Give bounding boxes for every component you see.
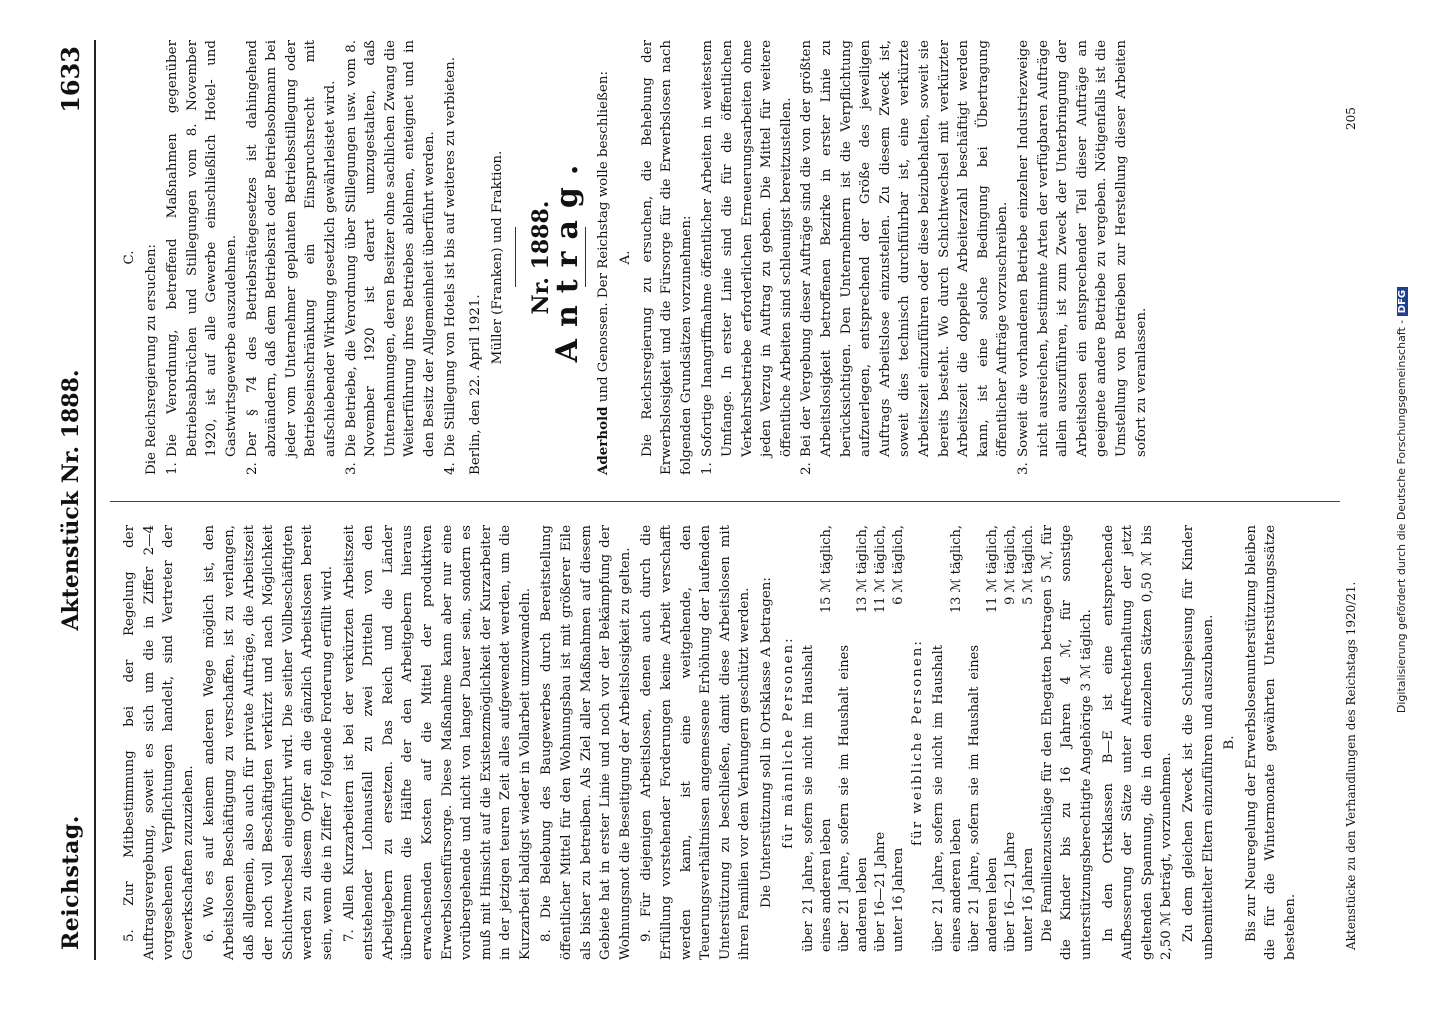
item-text: Die Stillegung von Hotels ist bis auf weiteres zu verbieten. [442, 57, 458, 457]
item-number: 2. [244, 462, 260, 475]
list-item [797, 40, 1013, 475]
rate-label: über 21 Jahre, sofern sie im Haushalt eines anderen leben [966, 645, 1000, 952]
right-column [120, 40, 1152, 475]
section-c-intro: Die Reichsregierung zu ersuchen: [143, 243, 159, 475]
paragraph-9: 9. Für diejenigen Arbeitslosen, denen auch durch die Erfüllung vorstehender Forderungen keine Arbeit verschafft werden kann, ist eine weitgehende, den Teuerungsverhältnissen angemessene Erhöhung der laufenden Unterstützung zu beschließen, damit diese Arbeitslosen mit ihren Familien vor dem Verhungern geschützt werden. [639, 525, 753, 960]
table-row [800, 525, 836, 960]
section-a-intro: Die Reichsregierung zu ersuchen, die Behebung der Erwerbslosigkeit und die Fürsorge für die Erwerbslosen nach folgenden Grundsätzen vorzunehmen: [639, 40, 694, 475]
separator-rule [585, 228, 586, 288]
item-number: 2. [799, 462, 815, 475]
item-text: Die Betriebe, die Verordnung über Stillegungen usw. vom 8. November 1920 ist derart umzugestalten, daß Unternehmungen, deren Besitzer ohne sachlichen Zwang die Weiterführung ihres Betriebes ablehnen, enteignet und in den Besitz der Allgemeinheit überführt werden. [343, 40, 437, 457]
rate-value: 13 ℳ täglich, [855, 525, 871, 614]
male-heading: für männliche Personen: [780, 636, 796, 849]
separator-rule [515, 228, 516, 288]
list-item [342, 40, 440, 475]
rate-label: über 16—21 Jahre [873, 831, 889, 952]
page-header [50, 40, 96, 960]
rate-value: 9 ℳ täglich, [1002, 525, 1018, 605]
list-item [163, 40, 241, 475]
rate-value: 5 ℳ täglich. [1020, 525, 1036, 605]
rate-value: 13 ℳ täglich, [948, 525, 964, 614]
paragraph-8: 8. Die Belebung des Baugewerbes durch Bereitstellung öffentlicher Mittel für den Wohnungsbau ist mit größerer Eile als bisher zu betreiben. Als Ziel aller Maßnahmen auf diesem Gebiete hat in erster Linie und noch vor der Bekämpfung der Wohnungsnot die Beseitigung der Arbeitslosigkeit zu gelten. [539, 525, 633, 960]
rate-label: über 21 Jahre, sofern sie nicht im Haushalt eines anderen leben [801, 645, 835, 952]
table-row [872, 525, 890, 960]
rate-label: unter 16 Jahren [891, 847, 907, 952]
paragraph-6: 6. Wo es auf keinem anderen Wege möglich ist, den Arbeitslosen Beschäftigung zu verschaffen, ist zu verlangen, daß allgemein, also auch für private Aufträge, die Arbeitszeit der noch voll Beschäftigten verkürzt und nach Möglichkeit Schichtwechsel eingeführt wird. Die seither Vollbeschäftigten werden zu diesem Opfer an die gänzlich Arbeitslosen bereit sein, wenn die in Ziffer 7 folgende Forderung erfüllt wird. [202, 525, 335, 960]
list-item [698, 40, 796, 475]
section-a-heading: A. [618, 250, 634, 265]
rate-label: über 21 Jahre, sofern sie nicht im Haushalt eines anderen leben [930, 645, 964, 952]
item-number: 1. [165, 462, 181, 475]
item-number: 3. [1015, 462, 1031, 475]
item-number: 3. [343, 462, 359, 475]
rate-label: über 21 Jahre, sofern sie im Haushalt eines anderen leben [837, 645, 871, 952]
header-aktenstueck: Aktenstück Nr. 1888. [58, 369, 84, 631]
list-item [1014, 40, 1151, 475]
signature-line: Müller (Franken) und Fraktion. [489, 150, 505, 365]
footer-source: Aktenstücke zu den Verhandlungen des Reichstags 1920/21. [1344, 581, 1358, 950]
table-row [836, 525, 872, 960]
document-number: Nr. 1888. [528, 200, 555, 315]
table-row [890, 525, 908, 960]
motion-lead-name: Aderhold [595, 406, 612, 475]
dfg-logo: DFG [1397, 287, 1408, 316]
rate-value: 11 ℳ täglich, [873, 525, 889, 614]
item-text: Die Verordnung, betreffend Maßnahmen gegenüber Betriebsabbrüchen und Stillegungen vom 8. November 1920, ist auf alle Gewerbe einschließlich Hotel- und Gastwirtsgewerbe auszudehnen. [165, 40, 239, 457]
female-heading: für weibliche Personen: [910, 639, 926, 846]
rate-value: 6 ℳ täglich, [891, 525, 907, 605]
document-page [50, 40, 1390, 960]
rate-value: 15 ℳ täglich, [819, 525, 835, 614]
column-divider [110, 501, 1340, 502]
table-row [1002, 525, 1020, 960]
paragraph-ortsklassen: In den Ortsklassen B—E ist eine entsprechende Aufbesserung der Sätze unter Aufrechterhaltung der jetzt geltenden Spannung, die in den einzelnen Sätzen 0,50 ℳ bis 2,50 ℳ beträgt, vorzunehmen. [1100, 525, 1175, 960]
list-item [243, 40, 341, 475]
paragraph-7: 7. Allen Kurzarbeitern ist bei der verkürzten Arbeitszeit entstehender Lohnausfall zu zwei Dritteln von den Arbeitgebern zu ersetzen. Das Reich und die Länder übernehmen die Hälfte der den Arbeitgebern hieraus erwachsenden Kosten auf die Mittel der produktiven Erwerbslosenfürsorge. Diese Maßnahme kann aber nur eine vorübergehende und nicht von langer Dauer sein, sondern es muß mit Hinsicht auf die Existenzmöglichkeit der Kurzarbeiter in der jetzigen teuren Zeit alles aufgewendet werden, um die Kurzarbeit baldigst wieder in Vollarbeit umzuwandeln. [341, 525, 533, 960]
paragraph-family-supplements: Die Familienzuschläge für den Ehegatten betragen 5 ℳ, für die Kinder bis zu 16 Jahren 4 ℳ, für sonstige unterstützungsberechtigte Angehörige 3 ℳ täglich. [1039, 525, 1094, 960]
item-text: Der § 74 des Betriebsrätegesetzes ist dahingehend abzuändern, daß dem Betriebsrat oder Betriebsobmann bei jeder vom Unternehmer geplanten Betriebsstillegung oder Betriebseinschränkung ein Einspruchsrecht mit aufschiebender Wirkung gesetzlich gewährleistet wird. [244, 40, 338, 457]
female-rates-table [930, 525, 1038, 960]
item-text: Sofortige Inangriffnahme öffentlicher Arbeiten in weitestem Umfange. In erster Linie sind die für die öffentlichen Verkehrsbetriebe erforderlichen Erneuerungsarbeiten ohne jeden Verzug in Auftrag zu geben. Die Mittel für weitere öffentliche Arbeiten sind schleunigst bereitzustellen. [700, 40, 794, 457]
paragraph-5: 5. Zur Mitbestimmung bei der Regelung der Auftragsvergebung, soweit es sich um die in Ziffer 2—4 vorgesehenen Verpflichtungen handelt, sind Vertreter der Gewerkschaften zuzuziehen. [122, 525, 196, 960]
table-row [1020, 525, 1038, 960]
footer-sheet-number: 205 [1344, 107, 1358, 130]
table-row [930, 525, 966, 960]
item-text: Bei der Vergebung dieser Aufträge sind die von der größten Arbeitslosigkeit betroffenen Bezirke in erster Linie zu berücksichtigen. Den Unternehmern ist die Verpflichtung aufzuerlegen, entsprechend der Größe des jeweiligen Auftrags Arbeitslose einzustellen. Zu diesem Zweck ist, soweit dies technisch durchführbar ist, eine verkürzte Arbeitszeit einzuführen oder diese beizubehalten, soweit sie bereits besteht. Wo durch Schichtwechsel mit verkürzter Arbeitszeit die doppelte Arbeiterzahl beschäftigt werden kann, ist eine solche Bedingung bei Übertragung öffentlicher Aufträge vorzuschreiben. [799, 40, 1011, 457]
paragraph-b: Bis zur Neuregelung der Erwerbslosenunterstützung bleiben die für die Wintermonate gewährten Unterstützungssätze bestehen. [1243, 525, 1298, 960]
header-page-number: 1633 [56, 46, 85, 113]
list-item [441, 40, 461, 475]
paragraph-school-meals: Zu dem gleichen Zweck ist die Schulspeisung für Kinder unbemittelter Eltern einzuführen und auszubauen. [1180, 525, 1216, 960]
left-column [120, 525, 1303, 960]
motion-lead-text: und Genossen. Der Reichstag wolle beschließen: [596, 71, 612, 403]
antrag-title: Antrag. [549, 152, 585, 363]
item-number: 1. [700, 462, 716, 475]
section-c-heading: C. [122, 250, 137, 265]
item-number: 4. [442, 462, 458, 475]
rate-label: über 16—21 Jahre [1002, 831, 1018, 952]
date-line: Berlin, den 22. April 1921. [468, 294, 484, 475]
rate-label: unter 16 Jahren [1020, 847, 1036, 952]
rate-value: 11 ℳ täglich, [984, 525, 1000, 614]
section-b-heading: B. [1222, 735, 1238, 750]
support-intro: Die Unterstützung soll in Ortsklasse A betragen: [759, 577, 774, 908]
digitization-text: Digitalisierung gefördert durch die Deutsche Forschungsgemeinschaft - [1395, 319, 1408, 714]
item-text: Soweit die vorhandenen Betriebe einzelner Industriezweige nicht ausreichen, bestimmte Arten der verfügbaren Aufträge allein auszuführen, ist zum Zweck der Unterbringung der Arbeitslosen ein entsprechender Teil dieser Aufträge an geeignete andere Betriebe zu vergeben. Nötigenfalls ist die Umstellung von Betrieben zur Herstellung dieser Arbeiten sofort zu veranlassen. [1015, 40, 1149, 457]
male-rates-table [800, 525, 908, 960]
header-reichstag: Reichstag. [58, 815, 84, 950]
table-row [966, 525, 1002, 960]
motion-lead [594, 40, 614, 475]
digitization-notice [1395, 0, 1408, 1020]
